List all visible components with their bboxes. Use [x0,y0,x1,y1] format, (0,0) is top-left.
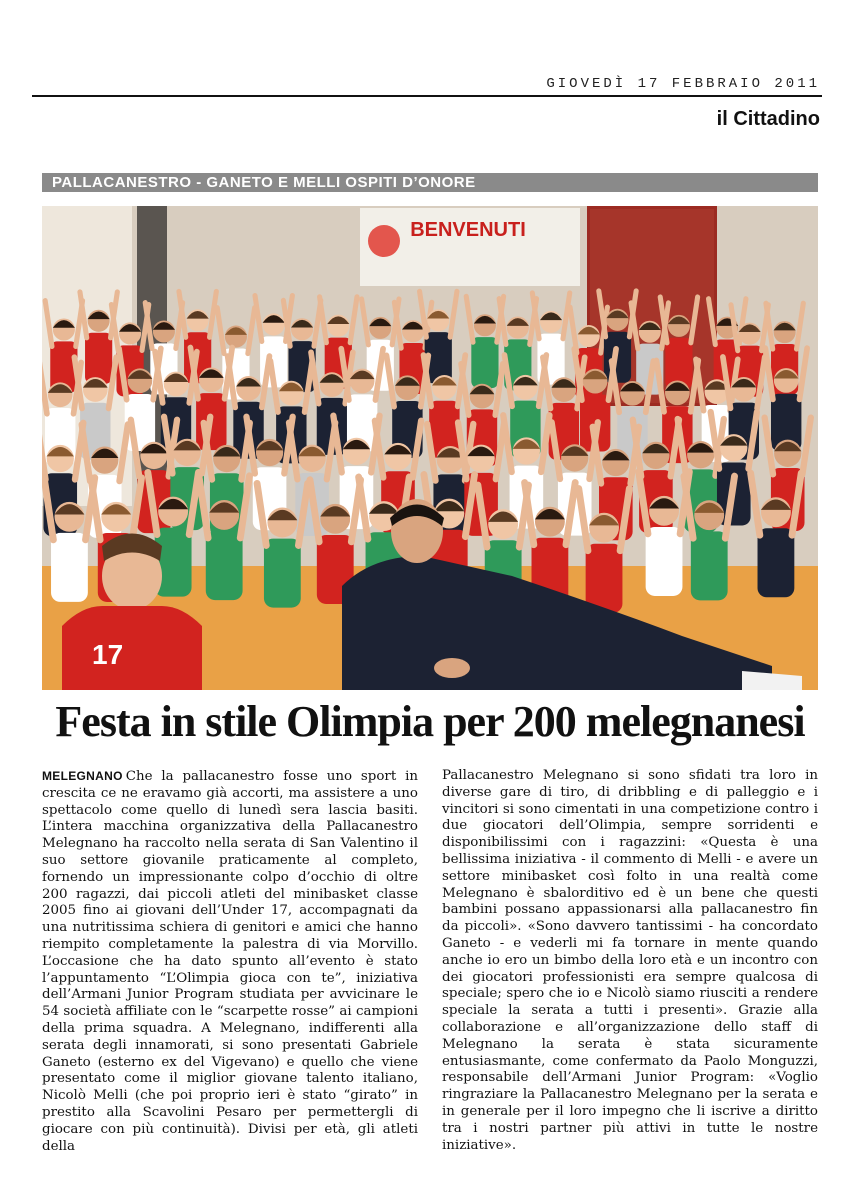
header-rule [32,95,822,97]
newspaper-name: il Cittadino [716,108,820,130]
article-headline: Festa in stile Olimpia per 200 melegnanesi [55,697,805,746]
photo-banner-text: BENVENUTI [410,219,526,241]
article-text-col2: Pallacanestro Melegnano si sono sfidati tra loro in diverse gare di tiro, di dribbling e di palleggio e i vincitori si sono cimentati in una competizione contro i due giocatori dell’Olimpia, sempre sorridenti e disponibilissimi con i ragazzini: «Questa è una bellissima iniziativa - il commento di Melli - e avere un settore minibasket così folto in una realtà come Melegnano è sbalorditivo ed è un bene che questi bambini possano appassionarsi alla pallacanestro fin da piccoli». «Sono davvero tantissimi - ha concordato Ganeto - e vederli mi fa tornare in mente quando anche io ero un bimbo della loro età e un incontro con dei giocatori professionisti era sempre qualcosa di speciale; spero che io e Nicolò siamo riusciti a rendere speciale la serata a tutti i presenti». Grazie alla collaborazione e all’organizzazione dello staff di Melegnano la serata è stata sicuramente entusiasmante, come confermato da Paolo Monguzzi, responsabile dell’Armani Junior Program: «Voglio ringraziare la Pallacanestro Melegnano per la serata e in generale per il loro impegno che li iscrive a diritto tra i nostri partner più attivi in tutte le nostre iniziative». [442,768,818,1153]
photo-illustration [42,206,818,690]
article-photo [42,206,818,690]
section-kicker: PALLACANESTRO - GANETO E MELLI OSPITI D’ONORE [42,173,818,192]
article-column-1 [42,768,418,1155]
article-column-2 [442,768,818,1154]
issue-date: GIOVEDÌ 17 FEBBRAIO 2011 [546,76,820,92]
jersey-number: 17 [92,639,124,670]
article-text-col1: Che la pallacanestro fosse uno sport in crescita ce ne eravamo già accorti, ma assistere a uno spettacolo come quello di lunedì sera lascia basiti. L’intera macchina organizzativa della Pallacanestro Melegnano ha raccolto nella serata di San Valentino il suo settore giovanile praticamente al completo, fornendo un impressionante colpo d’occhio di oltre 200 ragazzi, dai piccoli atleti del minibasket classe 2005 fino ai giovani dell’Under 17, accompagnati da una nutritissima schiera di genitori e amici che hanno riempito completamente la palestra di via Morvillo. L’occasione che ha dato spunto all’evento è stato l’appuntamento “L’Olimpia gioca con te”, iniziativa dell’Armani Junior Program studiata per avvicinare le 54 società affiliate con le “scarpette rosse” ai campioni della prima squadra. A Melegnano, indifferenti alla serata degli innamorati, si sono presentati Gabriele Ganeto (esterno ex del Vigevano) e quello che viene presentato come il miglior giovane talento italiano, Nicolò Melli (che poi proprio ieri è stato “girato” in prestito alla Scavolini Pesaro per permettergli di giocare con più continuità). Divisi per età, gli atleti della [42,769,418,1154]
article-place: MELEGNANO [42,769,123,783]
